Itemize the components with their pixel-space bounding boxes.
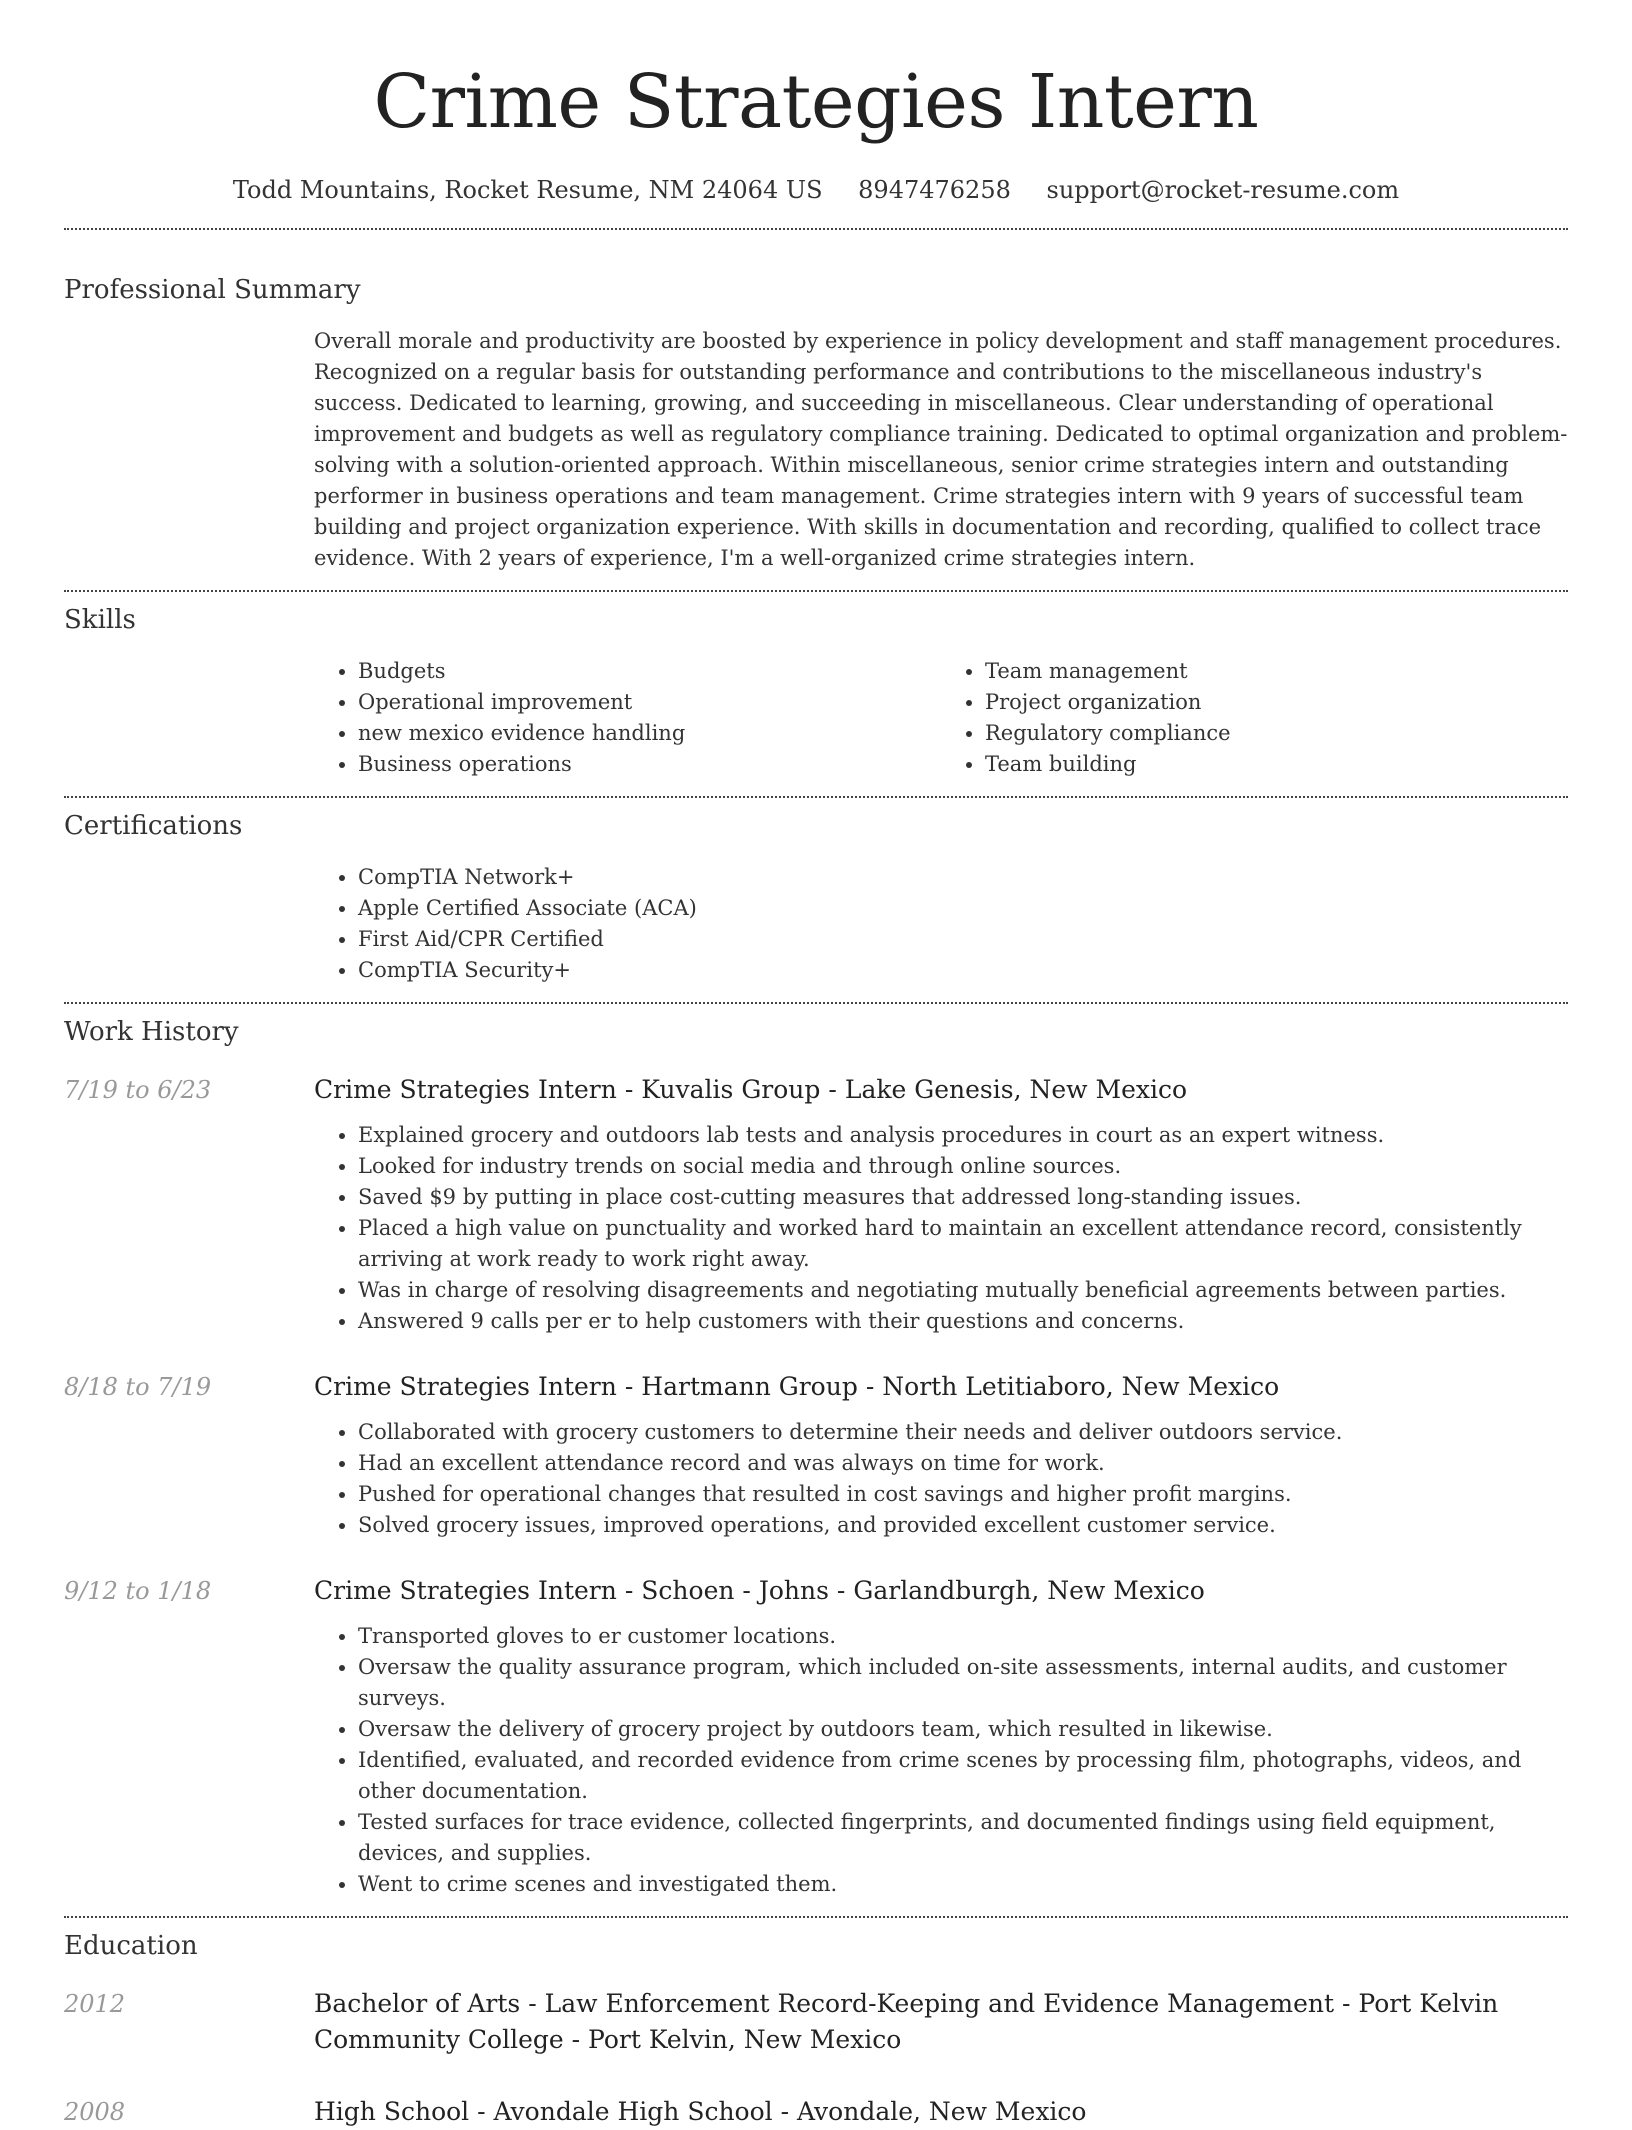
section-heading-summary: Professional Summary: [64, 275, 361, 305]
section-heading-certifications: Certifications: [64, 811, 243, 841]
contact-address: Todd Mountains, Rocket Resume, NM 24064 US: [232, 176, 823, 204]
skill-item: • Team management: [985, 656, 1568, 687]
divider: [64, 590, 1568, 592]
job-heading: Crime Strategies Intern - Schoen - Johns - Garlandburgh, New Mexico: [314, 1576, 1205, 1605]
job-dates: 8/18 to 7/19: [64, 1373, 212, 1401]
skills-list-right: [941, 656, 1568, 780]
job-bullets: [314, 1120, 1568, 1337]
job-entry: [64, 1072, 1568, 1337]
resume-title: Crime Strategies Intern: [373, 59, 1259, 145]
job-bullet: • Identified, evaluated, and recorded evidence from crime scenes by processing film, photographs, videos, and other documentation.: [358, 1745, 1568, 1807]
education-heading: Bachelor of Arts - Law Enforcement Record-Keeping and Evidence Management - Port Kelvin Community College - Port Kelvin, New Mexico: [314, 1989, 1499, 2054]
contact-email: support@rocket-resume.com: [1046, 176, 1400, 204]
job-bullet: • Oversaw the quality assurance program, which included on-site assessments, internal audits, and customer surveys.: [358, 1652, 1568, 1714]
job-bullets: [314, 1621, 1568, 1900]
job-title: Crime Strategies Intern: [314, 1075, 617, 1104]
job-heading: Crime Strategies Intern - Hartmann Group - North Letitiaboro, New Mexico: [314, 1372, 1280, 1401]
education-year: 2012: [64, 1990, 126, 2018]
education-entry: [64, 1986, 1568, 2058]
section-heading-skills: Skills: [64, 605, 136, 635]
job-bullet: • Oversaw the delivery of grocery project by outdoors team, which resulted in likewise.: [358, 1714, 1568, 1745]
certification-item: • Apple Certified Associate (ACA): [358, 893, 1568, 924]
job-location: Garlandburgh, New Mexico: [853, 1576, 1205, 1605]
resume-page: [64, 0, 1568, 2130]
skill-item: • Team building: [985, 749, 1568, 780]
job-bullet: • Explained grocery and outdoors lab tests and analysis procedures in court as an expert witness.: [358, 1120, 1568, 1151]
skill-item: • Business operations: [358, 749, 941, 780]
divider: [64, 1002, 1568, 1004]
certification-item: • CompTIA Security+: [358, 955, 1568, 986]
job-company: Kuvalis Group: [641, 1075, 821, 1104]
job-bullet: • Pushed for operational changes that resulted in cost savings and higher profit margins.: [358, 1479, 1568, 1510]
job-bullets: [314, 1417, 1568, 1541]
job-location: Lake Genesis, New Mexico: [844, 1075, 1188, 1104]
certifications-list: [314, 862, 1568, 986]
certification-item: • First Aid/CPR Certified: [358, 924, 1568, 955]
job-company: Schoen - Johns: [641, 1576, 829, 1605]
summary-text: Overall morale and productivity are boosted by experience in policy development and staff management procedures. Recognized on a regular basis for outstanding performance and contributions to the miscellaneous industry's success. Dedicated to learning, growing, and succeeding in miscellaneous. Clear understanding of operational improvement and budgets as well as regulatory compliance training. Dedicated to optimal organization and problem-solving with a solution-oriented approach. Within miscellaneous, senior crime strategies intern and outstanding performer in business operations and team management. Crime strategies intern with 9 years of successful team building and project organization experience. With skills in documentation and recording, qualified to collect trace evidence. With 2 years of experience, I'm a well-organized crime strategies intern.: [314, 329, 1568, 570]
skills-grid: [314, 656, 1568, 780]
job-heading: Crime Strategies Intern - Kuvalis Group - Lake Genesis, New Mexico: [314, 1075, 1188, 1104]
divider: [64, 1916, 1568, 1918]
skill-item: • Operational improvement: [358, 687, 941, 718]
job-company: Hartmann Group: [641, 1372, 858, 1401]
job-bullet: • Saved $9 by putting in place cost-cutting measures that addressed long-standing issues.: [358, 1182, 1568, 1213]
divider: [64, 796, 1568, 798]
skill-item: • Regulatory compliance: [985, 718, 1568, 749]
skills-list-left: [314, 656, 941, 780]
job-entry: [64, 1369, 1568, 1541]
job-bullet: • Answered 9 calls per er to help customers with their questions and concerns.: [358, 1306, 1568, 1337]
skill-item: • Budgets: [358, 656, 941, 687]
skill-item: • new mexico evidence handling: [358, 718, 941, 749]
skill-item: • Project organization: [985, 687, 1568, 718]
contact-line: [64, 172, 1568, 208]
job-bullet: • Had an excellent attendance record and was always on time for work.: [358, 1448, 1568, 1479]
job-bullet: • Was in charge of resolving disagreements and negotiating mutually beneficial agreements between parties.: [358, 1275, 1568, 1306]
job-bullet: • Placed a high value on punctuality and worked hard to maintain an excellent attendance record, consistently arriving at work ready to work right away.: [358, 1213, 1568, 1275]
job-title: Crime Strategies Intern: [314, 1372, 617, 1401]
job-bullet: • Looked for industry trends on social media and through online sources.: [358, 1151, 1568, 1182]
job-dates: 9/12 to 1/18: [64, 1577, 212, 1605]
job-bullet: • Solved grocery issues, improved operations, and provided excellent customer service.: [358, 1510, 1568, 1541]
job-entry: [64, 1573, 1568, 1900]
job-title: Crime Strategies Intern: [314, 1576, 617, 1605]
contact-phone: 8947476258: [858, 176, 1011, 204]
section-heading-work-history: Work History: [64, 1017, 239, 1047]
education-entry: [64, 2094, 1568, 2130]
job-bullet: • Tested surfaces for trace evidence, collected fingerprints, and documented findings using field equipment, devices, and supplies.: [358, 1807, 1568, 1869]
certification-item: • CompTIA Network+: [358, 862, 1568, 893]
job-bullet: • Collaborated with grocery customers to determine their needs and deliver outdoors service.: [358, 1417, 1568, 1448]
education-heading: High School - Avondale High School - Avondale, New Mexico: [314, 2097, 1087, 2126]
job-bullet: • Transported gloves to er customer locations.: [358, 1621, 1568, 1652]
job-dates: 7/19 to 6/23: [64, 1076, 212, 1104]
job-location: North Letitiaboro, New Mexico: [882, 1372, 1280, 1401]
section-heading-education: Education: [64, 1931, 198, 1961]
education-year: 2008: [64, 2098, 126, 2126]
job-bullet: • Went to crime scenes and investigated them.: [358, 1869, 1568, 1900]
divider: [64, 228, 1568, 230]
